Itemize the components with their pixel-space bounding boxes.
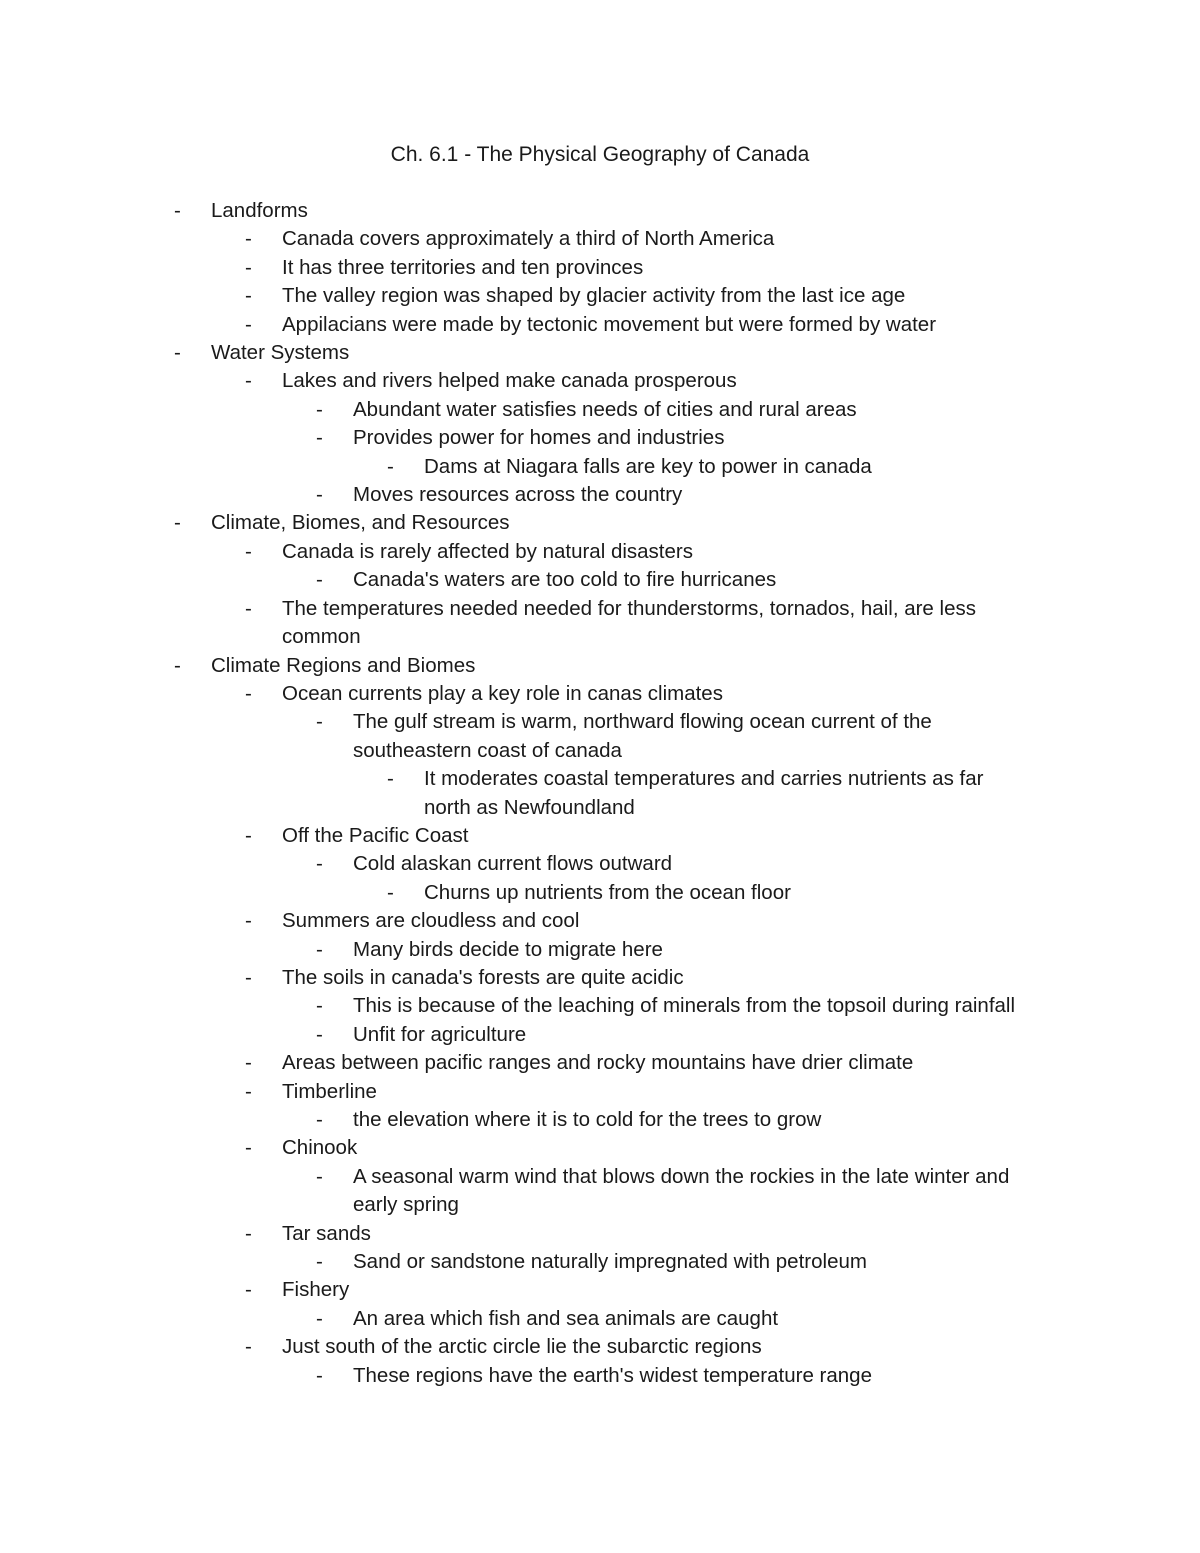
outline-item-text: Unfit for agriculture — [353, 1022, 527, 1046]
dash-bullet: - — [245, 369, 252, 393]
dash-bullet: - — [316, 852, 323, 876]
dash-bullet: - — [316, 426, 323, 450]
outline-item-level-2 — [0, 822, 1200, 850]
dash-bullet: - — [316, 1250, 323, 1274]
outline-item-text: Water Systems — [211, 341, 350, 365]
outline-item-text: These regions have the earth's widest temperature range — [353, 1363, 872, 1387]
outline-item-level-3 — [0, 481, 1200, 509]
dash-bullet: - — [245, 539, 252, 563]
outline-item-level-1 — [0, 197, 1200, 225]
dash-bullet: - — [245, 1335, 252, 1359]
outline-item-level-3 — [0, 1021, 1200, 1049]
dash-bullet: - — [387, 880, 394, 904]
dash-bullet: - — [245, 596, 252, 620]
outline-item-level-3 — [0, 1305, 1200, 1333]
dash-bullet: - — [316, 710, 323, 734]
outline-item-text: The temperatures needed needed for thunderstorms, tornados, hail, are less common — [282, 596, 976, 649]
outline-item-level-2 — [0, 254, 1200, 282]
outline-item-level-2 — [0, 680, 1200, 708]
dash-bullet: - — [174, 511, 181, 535]
outline-item-text: The valley region was shaped by glacier activity from the last ice age — [282, 284, 906, 308]
outline-item-text: Fishery — [282, 1278, 350, 1302]
outline-item-text: Summers are cloudless and cool — [282, 909, 580, 933]
outline-item-text: Just south of the arctic circle lie the subarctic regions — [282, 1335, 762, 1359]
dash-bullet: - — [316, 1022, 323, 1046]
dash-bullet: - — [245, 312, 252, 336]
dash-bullet: - — [316, 483, 323, 507]
outline-item-text: Canada covers approximately a third of North America — [282, 227, 775, 251]
outline-item-level-2 — [0, 538, 1200, 566]
outline-item-level-2 — [0, 595, 1200, 652]
notes-outline — [0, 197, 1200, 1390]
outline-item-text: It moderates coastal temperatures and carries nutrients as far north as Newfoundland — [424, 767, 984, 819]
outline-item-text: Landforms — [211, 199, 308, 222]
outline-item-text: This is because of the leaching of minerals from the topsoil during rainfall — [353, 994, 1016, 1018]
dash-bullet: - — [245, 1278, 252, 1302]
outline-item-level-2 — [0, 311, 1200, 339]
dash-bullet: - — [174, 341, 181, 365]
outline-item-level-2 — [0, 907, 1200, 935]
dash-bullet: - — [316, 1363, 323, 1387]
dash-bullet: - — [316, 1306, 323, 1330]
outline-item-level-2 — [0, 1049, 1200, 1077]
dash-bullet: - — [316, 1164, 323, 1188]
outline-item-level-3 — [0, 936, 1200, 964]
dash-bullet: - — [245, 681, 252, 705]
outline-item-text: A seasonal warm wind that blows down the rockies in the late winter and early spring — [353, 1164, 1010, 1217]
outline-item-text: The gulf stream is warm, northward flowing ocean current of the southeastern coast of canada — [353, 710, 932, 762]
dash-bullet: - — [316, 397, 323, 421]
outline-item-level-3 — [0, 1106, 1200, 1134]
dash-bullet: - — [387, 767, 394, 791]
outline-item-text: Climate, Biomes, and Resources — [211, 511, 510, 535]
outline-item-level-3 — [0, 1362, 1200, 1390]
outline-item-level-4 — [0, 453, 1200, 481]
outline-item-level-3 — [0, 1163, 1200, 1220]
outline-item-level-2 — [0, 1333, 1200, 1361]
outline-item-level-4 — [0, 879, 1200, 907]
outline-item-text: An area which fish and sea animals are caught — [353, 1306, 779, 1330]
dash-bullet: - — [245, 1051, 252, 1075]
outline-item-level-1 — [0, 652, 1200, 680]
outline-item-level-3 — [0, 992, 1200, 1020]
document-title: Ch. 6.1 - The Physical Geography of Canada — [390, 143, 810, 166]
outline-item-text: Ocean currents play a key role in canas climates — [282, 681, 723, 705]
dash-bullet: - — [316, 937, 323, 961]
dash-bullet: - — [387, 454, 394, 478]
dash-bullet: - — [316, 568, 323, 592]
dash-bullet: - — [245, 227, 252, 251]
outline-item-level-3 — [0, 850, 1200, 878]
outline-item-level-3 — [0, 396, 1200, 424]
outline-item-text: Canada's waters are too cold to fire hurricanes — [353, 568, 777, 592]
outline-item-text: Timberline — [282, 1079, 377, 1103]
outline-item-text: Sand or sandstone naturally impregnated with petroleum — [353, 1250, 867, 1274]
outline-item-level-2 — [0, 1220, 1200, 1248]
outline-item-level-3 — [0, 566, 1200, 594]
outline-item-text: Off the Pacific Coast — [282, 823, 469, 847]
outline-item-text: Moves resources across the country — [353, 483, 683, 507]
outline-item-level-1 — [0, 339, 1200, 367]
outline-item-text: Abundant water satisfies needs of cities and rural areas — [353, 397, 857, 421]
outline-item-level-4 — [0, 765, 1200, 822]
outline-item-text: Cold alaskan current flows outward — [353, 852, 673, 876]
dash-bullet: - — [245, 823, 252, 847]
outline-item-level-2 — [0, 367, 1200, 395]
dash-bullet: - — [245, 1221, 252, 1245]
outline-item-text: It has three territories and ten provinces — [282, 255, 644, 279]
dash-bullet: - — [245, 909, 252, 933]
outline-item-level-2 — [0, 1276, 1200, 1304]
outline-item-text: the elevation where it is to cold for the trees to grow — [353, 1108, 822, 1131]
outline-item-text: Dams at Niagara falls are key to power in canada — [424, 454, 872, 478]
dash-bullet: - — [245, 255, 252, 279]
dash-bullet: - — [245, 1079, 252, 1103]
outline-item-text: Tar sands — [282, 1221, 371, 1245]
outline-item-text: Churns up nutrients from the ocean floor — [424, 880, 791, 904]
outline-item-level-2 — [0, 1134, 1200, 1162]
outline-item-level-2 — [0, 225, 1200, 253]
outline-item-text: Canada is rarely affected by natural disasters — [282, 539, 693, 563]
outline-item-text: Chinook — [282, 1136, 358, 1160]
outline-item-level-3 — [0, 1248, 1200, 1276]
dash-bullet: - — [316, 994, 323, 1018]
outline-item-level-2 — [0, 282, 1200, 310]
outline-item-level-2 — [0, 1078, 1200, 1106]
outline-item-level-3 — [0, 424, 1200, 452]
dash-bullet: - — [174, 199, 181, 222]
dash-bullet: - — [174, 653, 181, 677]
outline-item-level-2 — [0, 964, 1200, 992]
dash-bullet: - — [245, 965, 252, 989]
outline-item-text: Areas between pacific ranges and rocky mountains have drier climate — [282, 1051, 914, 1075]
outline-item-text: Climate Regions and Biomes — [211, 653, 476, 677]
outline-item-level-1 — [0, 509, 1200, 537]
outline-item-text: Lakes and rivers helped make canada prosperous — [282, 369, 737, 393]
dash-bullet: - — [245, 284, 252, 308]
outline-item-text: Appilacians were made by tectonic movement but were formed by water — [282, 312, 937, 336]
outline-item-text: Provides power for homes and industries — [353, 426, 725, 450]
outline-item-text: The soils in canada's forests are quite acidic — [282, 965, 684, 989]
outline-item-text: Many birds decide to migrate here — [353, 937, 663, 961]
dash-bullet: - — [316, 1108, 323, 1131]
outline-item-level-3 — [0, 708, 1200, 765]
dash-bullet: - — [245, 1136, 252, 1160]
